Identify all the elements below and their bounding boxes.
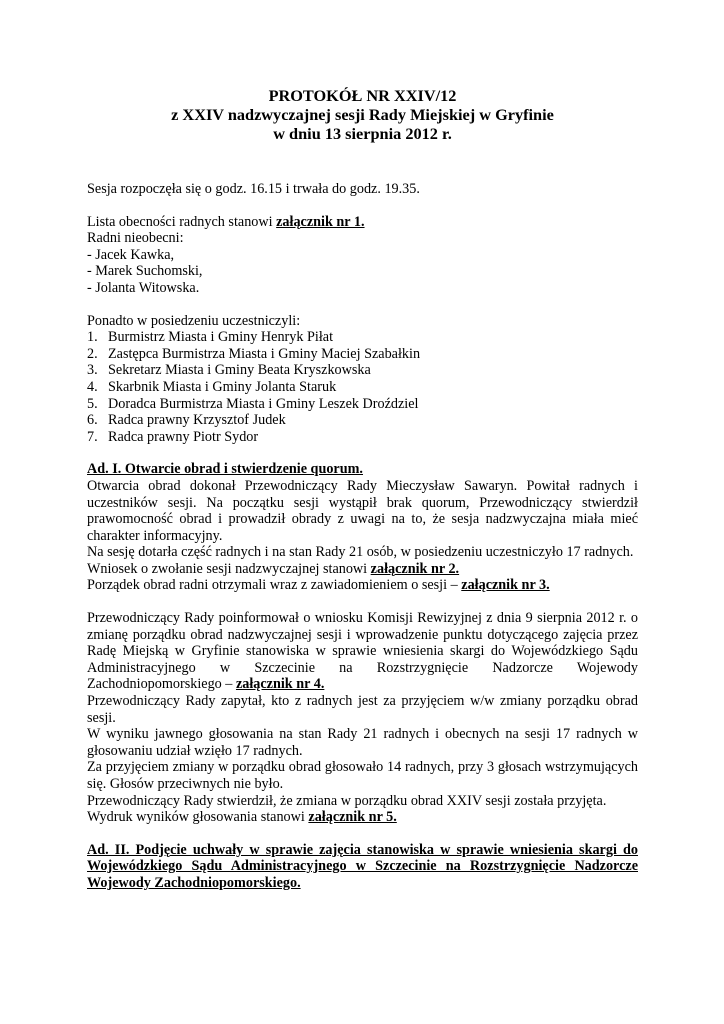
absent-item: - Jacek Kawka, <box>87 246 175 263</box>
attachment-4-link: załącznik nr 4. <box>235 676 325 693</box>
list-item: 2. Zastępca Burmistrza Miasta i Gminy Maciej Szabałkin <box>87 345 421 362</box>
attachment-5-link: załącznik nr 5. <box>308 809 397 826</box>
paragraph: Porządek obrad radni otrzymali wraz z zawiadomieniem o sesji – załącznik nr 3. <box>87 577 550 594</box>
attachment-2-link: załącznik nr 2. <box>370 560 460 577</box>
paragraph: Na sesję dotarła część radnych i na stan Rady 21 osób, w posiedzeniu uczestniczyło 17 radnych. <box>87 544 634 561</box>
attachment-3-link: załącznik nr 3. <box>461 577 550 594</box>
attendance-line <box>87 214 638 231</box>
attendance-text: Lista obecności radnych stanowi <box>87 213 277 230</box>
title-line-2: z XXIV nadzwyczajnej sesji Rady Miejskiej w Gryfinie <box>171 105 554 124</box>
paragraph: Przewodniczący Rady stwierdził, że zmiana w porządku obrad XXIV sesji została przyjęta. <box>87 792 607 809</box>
list-item: 3. Sekretarz Miasta i Gminy Beata Kryszkowska <box>87 362 371 379</box>
attachment-1-link: załącznik nr 1. <box>276 213 365 230</box>
paragraph: Wniosek o zwołanie sesji nadzwyczajnej stanowi załącznik nr 2. <box>87 560 460 577</box>
absent-item: - Jolanta Witowska. <box>87 279 200 296</box>
title-line-3: w dniu 13 sierpnia 2012 r. <box>273 124 452 143</box>
title-line-1: PROTOKÓŁ NR XXIV/12 <box>268 86 457 105</box>
list-item: 1. Burmistrz Miasta i Gminy Henryk Piłat <box>87 329 334 346</box>
paragraph: Wydruk wyników głosowania stanowi załącznik nr 5. <box>87 809 397 826</box>
list-item: 5. Doradca Burmistrza Miasta i Gminy Leszek Droździel <box>87 395 419 412</box>
session-time: Sesja rozpoczęła się o godz. 16.15 i trwała do godz. 19.35. <box>87 181 420 197</box>
paragraph: Za przyjęciem zmiany w porządku obrad głosowało 14 radnych, przy 3 głosach wstrzymujących się. Głosów przeciwnych nie było. <box>87 759 638 792</box>
absent-label: Radni nieobecni: <box>87 230 184 247</box>
participants-list <box>87 329 638 445</box>
paragraph: W wyniku jawnego głosowania na stan Rady 21 radnych i obecnych na sesji 17 radnych w głosowaniu udział wzięło 17 radnych. <box>87 726 638 759</box>
paragraph: Otwarcia obrad dokonał Przewodniczący Rady Mieczysław Sawaryn. Powitał radnych i uczestników sesji. Na początku sesji wystąpił brak quorum, Przewodniczący stwierdził prawomocność obrad i prowadził obrady z uwagi na to, że sesja nadzwyczajna miała mieć charakter informacyjny. <box>87 477 638 544</box>
list-item: 4. Skarbnik Miasta i Gminy Jolanta Staruk <box>87 378 337 395</box>
document-title <box>87 86 638 143</box>
absent-item: - Marek Suchomski, <box>87 263 203 280</box>
list-item: 6. Radca prawny Krzysztof Judek <box>87 412 286 429</box>
list-item: 7. Radca prawny Piotr Sydor <box>87 428 259 445</box>
paragraph: Przewodniczący Rady zapytał, kto z radnych jest za przyjęciem w/w zmiany porządku obrad sesji. <box>87 693 638 726</box>
section-heading-ad2: Ad. II. Podjęcie uchwały w sprawie zajęcia stanowiska w sprawie wniesienia skargi do Wojewódzkiego Sądu Administracyjnego w Szczecinie na Rozstrzygnięcie Nadzorcze Wojewody Zachodniopomorskiego. <box>87 841 638 891</box>
section-heading-ad1: Ad. I. Otwarcie obrad i stwierdzenie quorum. <box>87 461 363 478</box>
participants-label: Ponadto w posiedzeniu uczestniczyli: <box>87 312 301 329</box>
paragraph: Przewodniczący Rady poinformował o wniosku Komisji Rewizyjnej z dnia 9 sierpnia 2012 r. o zmianę porządku obrad nadzwyczajnej sesji i wprowadzenie punktu dotyczącego zajęcia przez Radę Miejską w Gryfinie stanowiska w sprawie wniesienia skargi do Wojewódzkiego Sądu Administracyjnego w Szczecinie na Rozstrzygnięcie Nadzorcze Wojewody Zachodniopomorskiego – załącznik nr 4. <box>87 610 638 693</box>
